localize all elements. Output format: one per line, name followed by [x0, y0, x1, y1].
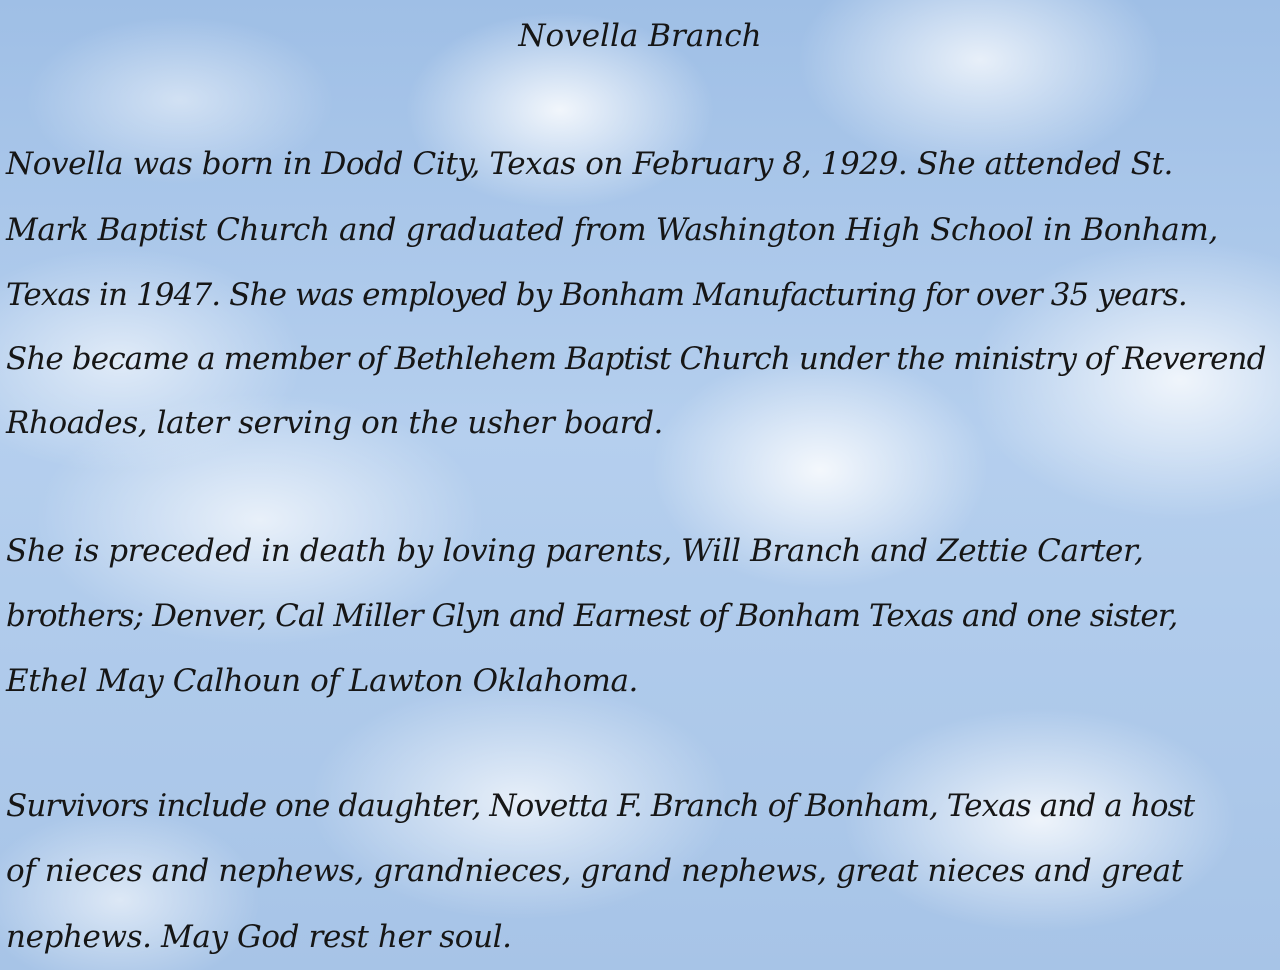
text-line: of nieces and nephews, grandnieces, grand nephews, great nieces and great [6, 853, 1183, 889]
text-line: brothers; Denver, Cal Miller Glyn and Earnest of Bonham Texas and one sister, [6, 598, 1178, 634]
text-line: Mark Baptist Church and graduated from Washington High School in Bonham, [6, 212, 1218, 248]
text-line: Ethel May Calhoun of Lawton Oklahoma. [6, 663, 638, 699]
text-line: She became a member of Bethlehem Baptist Church under the ministry of Reverend [6, 341, 1266, 377]
text-line: Texas in 1947. She was employed by Bonham Manufacturing for over 35 years. [6, 277, 1187, 313]
page-title: Novella Branch [518, 18, 762, 54]
text-line: Novella was born in Dodd City, Texas on February 8, 1929. She attended St. [6, 146, 1173, 182]
text-line: Survivors include one daughter, Novetta F. Branch of Bonham, Texas and a host [6, 788, 1195, 824]
text-line: nephews. May God rest her soul. [6, 919, 512, 955]
text-line: Rhoades, later serving on the usher board. [6, 405, 663, 441]
text-line: She is preceded in death by loving parents, Will Branch and Zettie Carter, [6, 533, 1144, 569]
